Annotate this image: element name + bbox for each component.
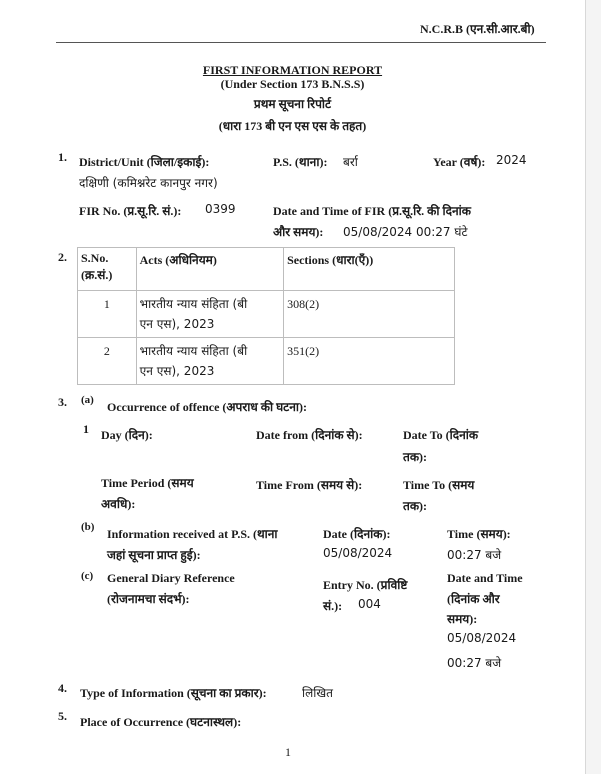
entry-no-value: 004 (358, 597, 381, 611)
time-to-label-2: तक): (403, 499, 428, 513)
date-to-label: Date To (दिनांक (403, 428, 479, 442)
row-act (136, 338, 283, 385)
section-2-number: 2. (58, 250, 67, 264)
row-section: 308(2) (284, 291, 455, 338)
row-sno: 1 (78, 291, 137, 338)
acts-header: Acts (अधिनियम) (136, 248, 283, 291)
info-date-value: 05/08/2024 (323, 546, 393, 560)
year-label: Year (वर्ष): (433, 155, 486, 169)
info-received-label: Information received at P.S. (थाना (107, 527, 278, 541)
report-title: FIRST INFORMATION REPORT (202, 63, 383, 77)
fir-no-value: 0399 (205, 202, 236, 216)
info-date-label: Date (दिनांक): (323, 527, 391, 541)
ps-value: बर्रा (343, 155, 358, 169)
district-label: District/Unit (जिला/इकाई): (79, 155, 210, 169)
fir-datetime-label: Date and Time of FIR (प्र.सू.रि. की दिनांक (273, 204, 471, 218)
row-act-line-1: भारतीय न्याय संहिता (बी (139, 297, 248, 311)
info-time-label: Time (समय): (447, 527, 511, 541)
gd-reference-label-2: (रोजनामचा संदर्भ): (107, 592, 190, 606)
fir-datetime-label-2: और समय): (273, 225, 324, 239)
row-section: 351(2) (284, 338, 455, 385)
entry-no-label: Entry No. (प्रविष्टि (323, 578, 408, 592)
day-label: Day (दिन): (101, 428, 153, 442)
sno-header-label-hindi: (क्र.सं.) (81, 268, 113, 282)
row-sno: 2 (78, 338, 137, 385)
district-value: दक्षिणी (कमिश्नरेट कानपुर नगर) (79, 176, 218, 190)
info-type-label: Type of Information (सूचना का प्रकार): (80, 686, 267, 700)
gd-datetime-label-2: (दिनांक और (447, 592, 500, 606)
time-period-label: Time Period (समय (101, 476, 194, 490)
sections-header: Sections (धारा(एँ)) (284, 248, 455, 291)
report-title-hindi: प्रथम सूचना रिपोर्ट (253, 97, 332, 111)
fir-datetime-value: 05/08/2024 00:27 घंटे (343, 225, 468, 239)
report-subtitle-hindi: (धारा 173 बी एन एस एस के तहत) (218, 119, 367, 133)
row-act (136, 291, 283, 338)
acts-table-header (78, 248, 455, 291)
occurrence-label: Occurrence of offence (अपराध की घटना): (107, 400, 307, 414)
subsection-b-label: (b) (81, 521, 95, 533)
info-time-value: 00:27 बजे (447, 548, 502, 562)
time-period-label-2: अवधि): (101, 497, 136, 511)
entry-no-label-2: सं.): (323, 599, 343, 613)
year-value: 2024 (496, 153, 527, 167)
section-3-number: 3. (58, 395, 67, 409)
gd-date-value: 05/08/2024 (447, 631, 517, 645)
report-subtitle: (Under Section 173 B.N.S.S) (220, 77, 365, 91)
occurrence-row-number: 1 (83, 422, 89, 436)
acts-table (77, 247, 455, 385)
page-number: 1 (285, 745, 291, 759)
gd-time-value: 00:27 बजे (447, 656, 502, 670)
gd-datetime-label: Date and Time (447, 571, 523, 585)
header-rule (56, 42, 546, 43)
time-to-label: Time To (समय (403, 478, 475, 492)
subsection-a-label: (a) (81, 394, 94, 406)
sno-header-label: S.No. (81, 251, 109, 265)
fir-no-label: FIR No. (प्र.सू.रि. सं.): (79, 204, 182, 218)
row-act-line-1: भारतीय न्याय संहिता (बी (139, 344, 248, 358)
ncrb-header: N.C.R.B (एन.सी.आर.बी) (420, 22, 535, 36)
sno-header (78, 248, 137, 291)
date-to-label-2: तक): (403, 450, 428, 464)
table-row (78, 291, 455, 338)
subsection-c-label: (c) (81, 570, 94, 582)
place-of-occurrence-label: Place of Occurrence (घटनास्थल): (80, 715, 242, 729)
section-5-number: 5. (58, 709, 67, 723)
section-1-number: 1. (58, 150, 67, 164)
section-4-number: 4. (58, 681, 67, 695)
row-act-line-2: एन एस), 2023 (139, 364, 215, 378)
gd-datetime-label-3: समय): (447, 612, 478, 626)
time-from-label: Time From (समय से): (256, 478, 363, 492)
info-type-value: लिखित (302, 686, 334, 700)
info-received-label-2: जहां सूचना प्राप्त हुई): (107, 548, 201, 562)
ps-label: P.S. (थाना): (273, 155, 328, 169)
row-act-line-2: एन एस), 2023 (139, 317, 215, 331)
table-row (78, 338, 455, 385)
date-from-label: Date from (दिनांक से): (256, 428, 363, 442)
gd-reference-label: General Diary Reference (107, 571, 235, 585)
